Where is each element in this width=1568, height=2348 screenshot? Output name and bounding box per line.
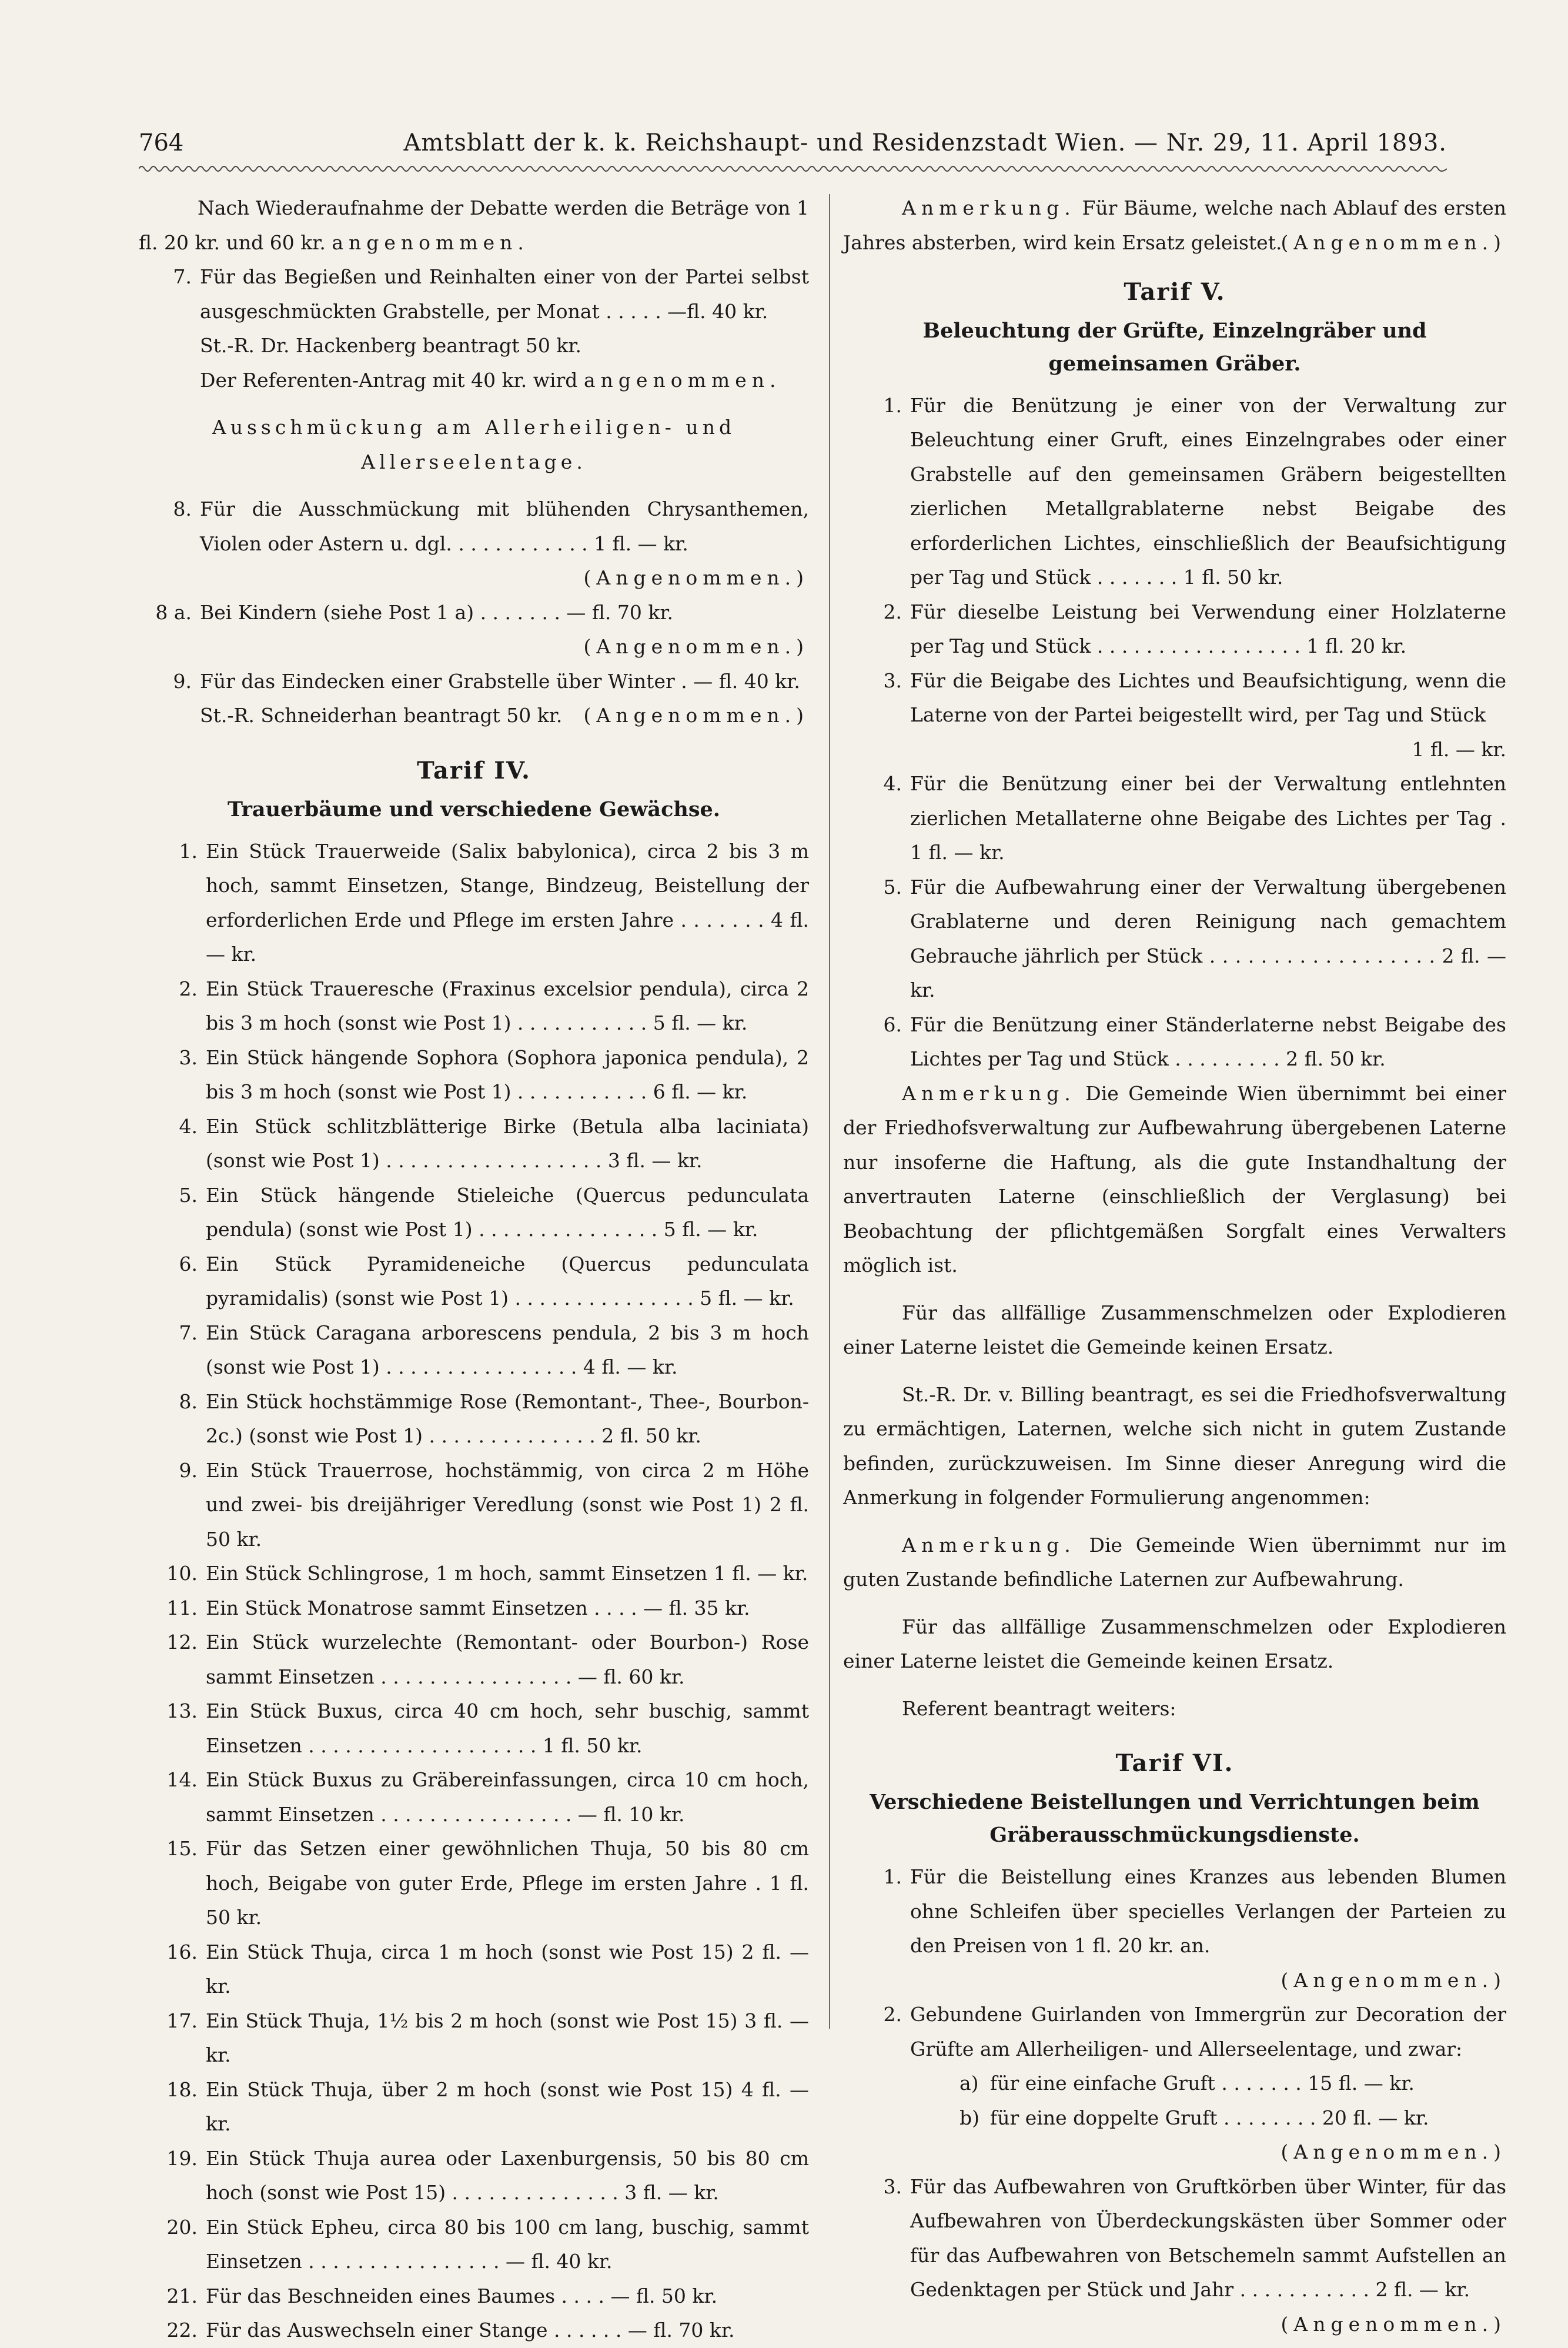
- item-number: 14.: [166, 1768, 198, 1791]
- item-number: 1.: [179, 839, 198, 863]
- column-divider: [829, 194, 830, 2029]
- item-number: 19.: [166, 2146, 198, 2170]
- left-column: [139, 191, 809, 2348]
- list-item: [139, 1832, 809, 1935]
- item-text: Ein Stück Monatrose sammt Einsetzen . . . . — fl. 35 kr.: [206, 1596, 750, 1619]
- list-item: [843, 1860, 1506, 1963]
- list-item: [843, 664, 1506, 767]
- tarif-v-subtitle: Beleuchtung der Grüfte, Einzelngräber und gemeinsamen Gräber.: [922, 318, 1427, 376]
- list-item: [843, 389, 1506, 595]
- spacer: [843, 1283, 1506, 1296]
- item-text: Ein Stück Schlingrose, 1 m hoch, sammt Einsetzen 1 fl. — kr.: [206, 1562, 808, 1585]
- item-number: 18.: [166, 2078, 198, 2101]
- list-item: [139, 1591, 809, 1626]
- item-number: 5.: [179, 1183, 198, 1207]
- list-item: [843, 1998, 1506, 2066]
- list-item: [139, 1041, 809, 1110]
- list-item: [139, 1625, 809, 1694]
- item-number: 3.: [883, 2175, 902, 2198]
- anmerkung-text: Die Gemeinde Wien übernimmt bei einer der Friedhofsverwaltung zur Aufbewahrung übergebenen Laterne nur insoferne die Haftung, als die gute Instandhaltung der anvertrauten Laterne (einschließlich der Verglasung) bei Beobachtung der pflichtgemäßen Sorgfalt eines Verwalters möglich ist.: [843, 1081, 1506, 1277]
- item-text: Für die Beistellung eines Kranzes aus lebenden Blumen ohne Schleifen über specielles Verlangen der Parteien zu den Preisen von 1 fl. 20 kr. an.: [910, 1865, 1506, 1957]
- item-number: 8 a.: [155, 600, 192, 624]
- list-item: [843, 595, 1506, 664]
- paragraph-ersatz: Für das allfällige Zusammenschmelzen oder Explodieren einer Laterne leistet die Gemeinde keinen Ersatz.: [843, 1301, 1506, 1358]
- item-text: Bei Kindern (siehe Post 1 a) . . . . . . . — fl. 70 kr.: [200, 600, 674, 624]
- sub-item: [843, 2101, 1506, 2136]
- item-text: Für dieselbe Leistung bei Verwendung einer Holzlaterne per Tag und Stück . . . . . . . . . . . . . . . . . 1 fl. 20 kr.: [910, 600, 1506, 657]
- item-number: 10.: [166, 1562, 198, 1585]
- list-item: [139, 1557, 809, 1591]
- item-number: 11.: [166, 1596, 198, 1619]
- item-number: 9.: [173, 669, 192, 693]
- item-text: Für die Benützung je einer von der Verwaltung zur Beleuchtung einer Gruft, eines Einzelngrabes oder einer Grabstelle auf den gemeinsamen Gräbern beigestellten zierlichen Metallgrablaterne nebst Beigabe des erforderlichen Lichtes, einschließlich der Beaufsichtigung per Tag und Stück . . . . . . . 1 fl. 50 kr.: [910, 393, 1506, 589]
- sub-item-text: für eine doppelte Gruft . . . . . . . . 20 fl. — kr.: [990, 2106, 1429, 2129]
- item-text: Für das Auswechseln einer Stange . . . . . . — fl. 70 kr.: [206, 2319, 735, 2342]
- item-text: Ein Stück Buxus, circa 40 cm hoch, sehr buschig, sammt Einsetzen . . . . . . . . . . . . . . . . . . . 1 fl. 50 kr.: [206, 1699, 809, 1757]
- motion-referent: [139, 363, 809, 398]
- item-text: Ein Stück Epheu, circa 80 bis 100 cm lang, buschig, sammt Einsetzen . . . . . . . . . . . . . . . . — fl. 40 kr.: [206, 2215, 809, 2273]
- item-price: 1 fl. — kr.: [1412, 737, 1506, 761]
- item-number: 5.: [883, 875, 902, 899]
- anmerkung-haftung: [843, 1077, 1506, 1283]
- list-item: [139, 2210, 809, 2279]
- item-number: 2.: [179, 977, 198, 1000]
- list-item: [139, 2073, 809, 2142]
- list-item: [139, 1385, 809, 1454]
- item-number: 2.: [883, 2003, 902, 2026]
- tarif-vi-title: Tarif VI.: [1115, 1749, 1234, 1777]
- spacer: [843, 1365, 1506, 1378]
- list-item: [139, 972, 809, 1041]
- item-number: 6.: [179, 1252, 198, 1275]
- list-item: [139, 2279, 809, 2314]
- item-number: 12.: [166, 1631, 198, 1654]
- list-item: [843, 870, 1506, 1008]
- motion-hackenberg: St.-R. Dr. Hackenberg beantragt 50 kr.: [200, 334, 581, 357]
- tarif-v-title: Tarif V.: [1124, 278, 1226, 306]
- item-number: 8.: [179, 1390, 198, 1413]
- item-number: 16.: [166, 1940, 198, 1963]
- item-text: Ein Stück Buxus zu Gräbereinfassungen, circa 10 cm hoch, sammt Einsetzen . . . . . . . . . . . . . . . . — fl. 10 kr.: [206, 1768, 809, 1826]
- paragraph-debatte: [139, 191, 809, 260]
- paragraph-ersatz: Für das allfällige Zusammenschmelzen oder Explodieren einer Laterne leistet die Gemeinde keinen Ersatz.: [843, 1615, 1506, 1672]
- page-number: 764: [139, 129, 184, 156]
- status-angenommen: angenommen.: [332, 231, 529, 254]
- header-title: Amtsblatt der k. k. Reichshaupt- und Residenzstadt Wien. — Nr. 29, 11. April 1893.: [403, 129, 1447, 156]
- list-item: [139, 1178, 809, 1247]
- list-item: [139, 1316, 809, 1385]
- sub-item-label: a): [959, 2072, 979, 2095]
- item-text: Für das Setzen einer gewöhnlichen Thuja, 50 bis 80 cm hoch, Beigabe von guter Erde, Pflege im ersten Jahre . 1 fl. 50 kr.: [206, 1837, 809, 1929]
- list-item: [149, 664, 809, 699]
- item-text: Für die Aufbewahrung einer der Verwaltung übergebenen Grablaterne und deren Reinigung nach gemachtem Gebrauche jährlich per Stück . . . . . . . . . . . . . . . . . . 2 fl. — kr.: [910, 875, 1506, 1001]
- status-angenommen: (Angenommen.): [1281, 1968, 1506, 1992]
- motion-schneiderhan: [139, 699, 809, 733]
- item-number: 9.: [179, 1458, 198, 1482]
- right-column: [843, 191, 1506, 2342]
- item-text: Ein Stück hochstämmige Rose (Remontant-, Thee-, Bourbon- 2c.) (sonst wie Post 1) . . . . . . . . . . . . . . 2 fl. 50 kr.: [206, 1390, 809, 1447]
- list-item: [149, 260, 809, 329]
- list-item: [139, 2313, 809, 2348]
- status-angenommen: (Angenommen.): [1281, 2140, 1506, 2163]
- status-angenommen: (Angenommen.): [1281, 231, 1506, 254]
- item-text: Gebundene Guirlanden von Immergrün zur Decoration der Grüfte am Allerheiligen- und Allerseelentage, und zwar:: [910, 2003, 1506, 2060]
- item-text: Ein Stück Pyramideneiche (Quercus pedunculata pyramidalis) (sonst wie Post 1) . . . . . . . . . . . . . . . 5 fl. — kr.: [206, 1252, 809, 1310]
- status-angenommen: (Angenommen.): [583, 635, 809, 658]
- status-angenommen: angenommen.: [583, 368, 781, 392]
- sub-item: [843, 2066, 1506, 2101]
- paragraph-billing: St.-R. Dr. v. Billing beantragt, es sei die Friedhofsverwaltung zu ermächtigen, Laternen, welche sich nicht in gutem Zustande befinden, zurückzuweisen. Im Sinne dieser Anregung wird die Anmerkung in folgender Formulierung angenommen:: [843, 1382, 1506, 1509]
- spacer: [843, 1679, 1506, 1692]
- item-text: Ein Stück Trauerweide (Salix babylonica), circa 2 bis 3 m hoch, sammt Einsetzen, Stange, Bindzeug, Beistellung der erforderlichen Erde und Pflege im ersten Jahre . . . . . . . 4 fl. — kr.: [206, 839, 809, 966]
- anmerkung-text: Für Bäume, welche nach Ablauf des ersten Jahres absterben, wird kein Ersatz geleistet.: [843, 196, 1506, 254]
- list-item: [139, 2004, 809, 2073]
- list-item: [139, 1694, 809, 1763]
- motion-referent-text: Der Referenten-Antrag mit 40 kr. wird: [200, 368, 578, 392]
- item-number: 1.: [883, 1865, 902, 1888]
- anmerkung-label: Anmerkung.: [902, 1081, 1076, 1105]
- item-number: 3.: [179, 1046, 198, 1069]
- item-text: Für die Ausschmückung mit blühenden Chrysanthemen, Violen oder Astern u. dgl. . . . . . . . . . . . 1 fl. — kr.: [200, 497, 809, 555]
- item-number: 4.: [883, 772, 902, 795]
- spacer: [139, 398, 809, 410]
- spacer: [139, 479, 809, 492]
- list-item: [139, 1763, 809, 1832]
- list-item: [843, 2170, 1506, 2307]
- item-number: 6.: [883, 1013, 902, 1036]
- list-item: [139, 1110, 809, 1178]
- item-text: Ein Stück Trauerrose, hochstämmig, von circa 2 m Höhe und zwei- bis dreijähriger Veredlung (sonst wie Post 1) 2 fl. 50 kr.: [206, 1458, 809, 1551]
- item-text: Ein Stück Caragana arborescens pendula, 2 bis 3 m hoch (sonst wie Post 1) . . . . . . . . . . . . . . . . 4 fl. — kr.: [206, 1321, 809, 1378]
- item-text: [910, 664, 1506, 767]
- tarif-v-list: [843, 389, 1506, 1077]
- item-text: Für das Begießen und Reinhalten einer von der Partei selbst ausgeschmückten Grabstelle, per Monat . . . . . —fl. 40 kr.: [200, 265, 809, 323]
- section-heading: Ausschmückung am Allerheiligen- und Allerseelentage.: [212, 416, 736, 473]
- anmerkung-aufbewahrung: [843, 1528, 1506, 1597]
- list-item: [139, 1247, 809, 1316]
- item-number: 17.: [166, 2009, 198, 2032]
- motion-schneiderhan-text: St.-R. Schneiderhan beantragt 50 kr.: [200, 704, 563, 727]
- tarif-iv-subtitle: Trauerbäume und verschiedene Gewächse.: [227, 797, 720, 821]
- page-header: [139, 122, 1447, 163]
- sub-item-label: b): [959, 2106, 979, 2129]
- list-item: [139, 1454, 809, 1557]
- status-angenommen: (Angenommen.): [583, 704, 809, 727]
- item-number: 22.: [166, 2319, 198, 2342]
- item-text: Ein Stück schlitzblätterige Birke (Betula alba laciniata) (sonst wie Post 1) . . . . . . . . . . . . . . . . . . 3 fl. — kr.: [206, 1114, 809, 1172]
- item-number: 4.: [179, 1114, 198, 1138]
- anmerkung-text: Die Gemeinde Wien übernimmt nur im guten Zustande befindliche Laternen zur Aufbewahrung.: [843, 1533, 1506, 1591]
- item-number: 8.: [173, 497, 192, 520]
- item-text-body: Für die Beigabe des Lichtes und Beaufsichtigung, wenn die Laterne von der Partei beigestellt wird, per Tag und Stück: [910, 669, 1506, 726]
- list-item: [149, 596, 809, 630]
- list-item: [149, 492, 809, 561]
- tarif-iv-title: Tarif IV.: [417, 756, 531, 784]
- item-text: Für das Aufbewahren von Gruftkörben über Winter, für das Aufbewahren von Überdeckungskästen über Sommer oder für das Aufbewahren von Betschemeln sammt Aufstellen an Gedenktagen per Stück und Jahr . . . . . . . . . . . 2 fl. — kr.: [910, 2175, 1506, 2301]
- tarif-vi-subtitle: Verschiedene Beistellungen und Verrichtungen beim Gräberausschmückungsdienste.: [870, 1790, 1480, 1847]
- item-number: 7.: [179, 1321, 198, 1344]
- sub-item-text: für eine einfache Gruft . . . . . . . 15 fl. — kr.: [990, 2072, 1415, 2095]
- paragraph-referent: Referent beantragt weiters:: [902, 1696, 1176, 1720]
- item-text: Für die Benützung einer bei der Verwaltung entlehnten zierlichen Metallaterne ohne Beigabe des Lichtes per Tag . 1 fl. — kr.: [910, 772, 1506, 864]
- item-text: Ein Stück Thuja, circa 1 m hoch (sonst wie Post 15) 2 fl. — kr.: [206, 1940, 809, 1998]
- header-rule: [139, 162, 1447, 175]
- paragraph-debatte-text: Nach Wiederaufnahme der Debatte werden die Beträge von 1 fl. 20 kr. und 60 kr.: [139, 196, 809, 254]
- spacer: [843, 1597, 1506, 1610]
- item-text: Ein Stück hängende Sophora (Sophora japonica pendula), 2 bis 3 m hoch (sonst wie Post 1) . . . . . . . . . . . 6 fl. — kr.: [206, 1046, 809, 1103]
- item-text: Für das Eindecken einer Grabstelle über Winter . — fl. 40 kr.: [200, 669, 800, 693]
- item-number: 3.: [883, 669, 902, 692]
- item-text: Ein Stück Thuja, 1½ bis 2 m hoch (sonst wie Post 15) 3 fl. — kr.: [206, 2009, 809, 2066]
- status-angenommen: (Angenommen.): [1281, 2312, 1506, 2336]
- anmerkung-label: Anmerkung.: [902, 196, 1076, 219]
- item-number: 15.: [166, 1837, 198, 1860]
- item-number: 20.: [166, 2215, 198, 2239]
- list-item: [843, 1008, 1506, 1077]
- item-text: Ein Stück Traueresche (Fraxinus excelsior pendula), circa 2 bis 3 m hoch (sonst wie Post 1) . . . . . . . . . . . 5 fl. — kr.: [206, 977, 809, 1034]
- anmerkung-label: Anmerkung.: [902, 1533, 1076, 1557]
- list-item: [843, 767, 1506, 870]
- item-text: Ein Stück hängende Stieleiche (Quercus pedunculata pendula) (sonst wie Post 1) . . . . . . . . . . . . . . . 5 fl. — kr.: [206, 1183, 809, 1241]
- item-text: Ein Stück Thuja, über 2 m hoch (sonst wie Post 15) 4 fl. — kr.: [206, 2078, 809, 2135]
- item-text: Für die Benützung einer Ständerlaterne nebst Beigabe des Lichtes per Tag und Stück . . . . . . . . . 2 fl. 50 kr.: [910, 1013, 1506, 1070]
- item-number: 21.: [166, 2284, 198, 2307]
- item-text: Für das Beschneiden eines Baumes . . . . — fl. 50 kr.: [206, 2284, 718, 2307]
- item-number: 2.: [883, 600, 902, 623]
- item-number: 1.: [883, 393, 902, 417]
- status-angenommen: (Angenommen.): [583, 566, 809, 589]
- list-item: [139, 2142, 809, 2210]
- list-item: [139, 1935, 809, 2004]
- spacer: [843, 1515, 1506, 1528]
- item-text: Ein Stück wurzelechte (Remontant- oder Bourbon-) Rose sammt Einsetzen . . . . . . . . . . . . . . . . — fl. 60 kr.: [206, 1631, 809, 1688]
- tarif-iv-list: [139, 834, 809, 2348]
- item-number: 13.: [166, 1699, 198, 1722]
- item-text: Ein Stück Thuja aurea oder Laxenburgensis, 50 bis 80 cm hoch (sonst wie Post 15) . . . . . . . . . . . . . . 3 fl. — kr.: [206, 2146, 809, 2204]
- list-item: [139, 834, 809, 972]
- item-number: 7.: [173, 265, 192, 288]
